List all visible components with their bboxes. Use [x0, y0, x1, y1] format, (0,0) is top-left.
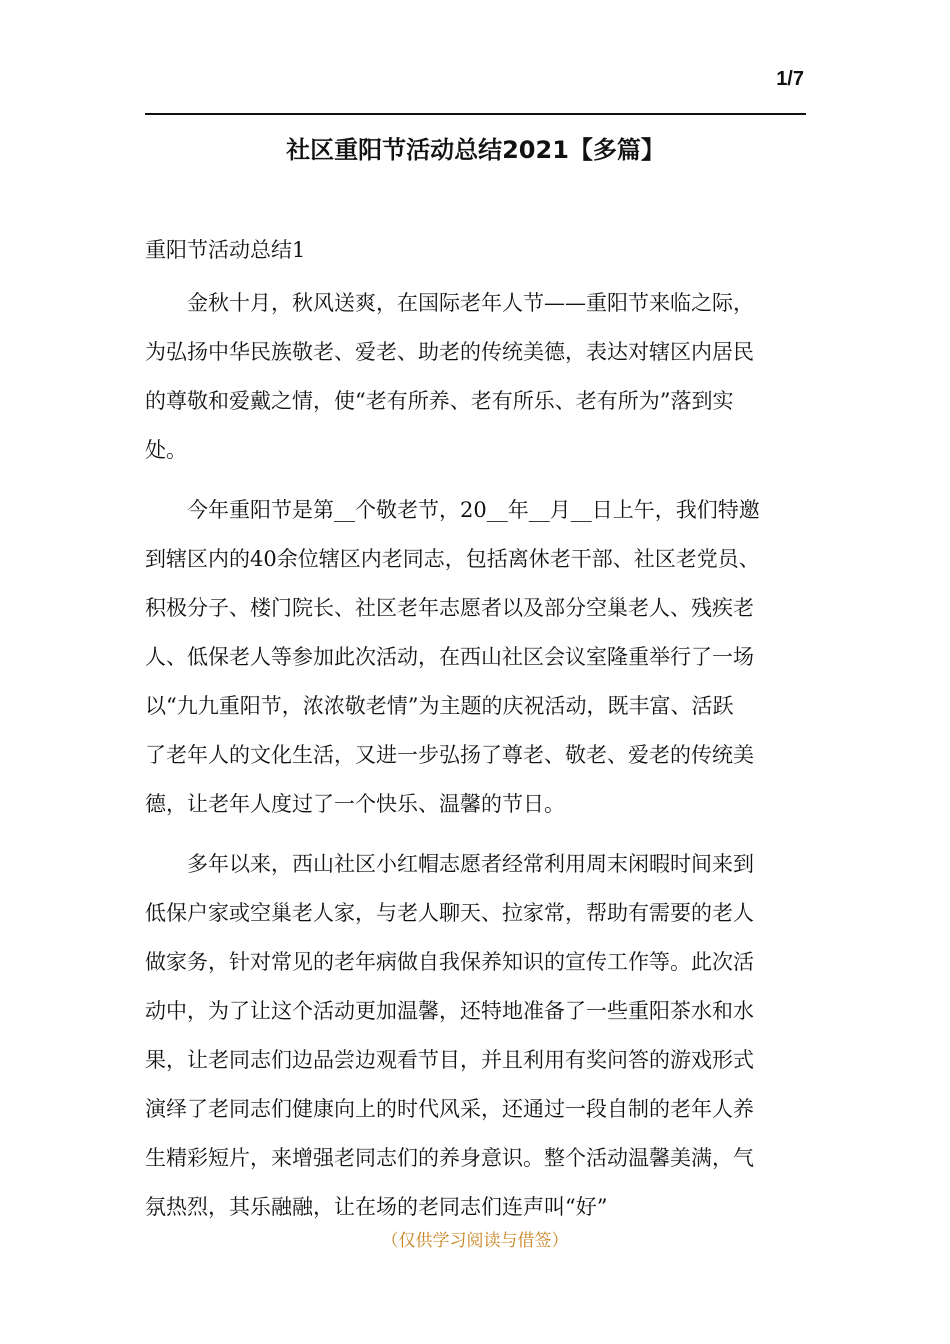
paragraph-line: 动中，为了让这个活动更加温馨，还特地准备了一些重阳茶水和水 — [145, 999, 754, 1023]
paragraph-line: 演绎了老同志们健康向上的时代风采，还通过一段自制的老年人养 — [145, 1097, 754, 1121]
paragraph-line: 氛热烈，其乐融融，让在场的老同志们连声叫“好” — [145, 1195, 608, 1219]
paragraph-line: 处。 — [145, 438, 187, 462]
paragraph-1 — [145, 279, 807, 475]
paragraph-line: 低保户家或空巢老人家，与老人聊天、拉家常，帮助有需要的老人 — [145, 901, 754, 925]
page-number: 1/7 — [776, 68, 804, 90]
section-heading: 重阳节活动总结1 — [145, 238, 306, 262]
document-title: 社区重阳节活动总结2021【多篇】 — [286, 136, 665, 164]
paragraph-line: 果，让老同志们边品尝边观看节目，并且利用有奖问答的游戏形式 — [145, 1048, 754, 1072]
paragraph-3 — [145, 840, 807, 1232]
footer-note: （仅供学习阅读与借签） — [381, 1231, 569, 1251]
header-divider — [145, 113, 806, 115]
paragraph-line: 做家务，针对常见的老年病做自我保养知识的宣传工作等。此次活 — [145, 950, 754, 974]
paragraph-line: 积极分子、楼门院长、社区老年志愿者以及部分空巢老人、残疾老 — [145, 596, 754, 620]
paragraph-line: 的尊敬和爱戴之情，使“老有所养、老有所乐、老有所为”落到实 — [145, 389, 734, 413]
paragraph-2 — [145, 486, 807, 829]
paragraph-line: 为弘扬中华民族敬老、爱老、助老的传统美德，表达对辖区内居民 — [145, 340, 754, 364]
paragraph-line: 到辖区内的40余位辖区内老同志，包括离休老干部、社区老党员、 — [145, 547, 760, 571]
paragraph-line: 金秋十月，秋风送爽，在国际老年人节——重阳节来临之际， — [187, 291, 754, 315]
paragraph-line: 多年以来，西山社区小红帽志愿者经常利用周末闲暇时间来到 — [187, 852, 754, 876]
paragraph-line: 德，让老年人度过了一个快乐、温馨的节日。 — [145, 792, 565, 816]
paragraph-line: 生精彩短片，来增强老同志们的养身意识。整个活动温馨美满，气 — [145, 1146, 754, 1170]
paragraph-line: 了老年人的文化生活，又进一步弘扬了尊老、敬老、爱老的传统美 — [145, 743, 754, 767]
paragraph-line: 今年重阳节是第__个敬老节，20__年__月__日上午，我们特邀 — [187, 498, 760, 522]
paragraph-line: 以“九九重阳节，浓浓敬老情”为主题的庆祝活动，既丰富、活跃 — [145, 694, 734, 718]
paragraph-line: 人、低保老人等参加此次活动，在西山社区会议室隆重举行了一场 — [145, 645, 754, 669]
document-body — [145, 232, 807, 1232]
